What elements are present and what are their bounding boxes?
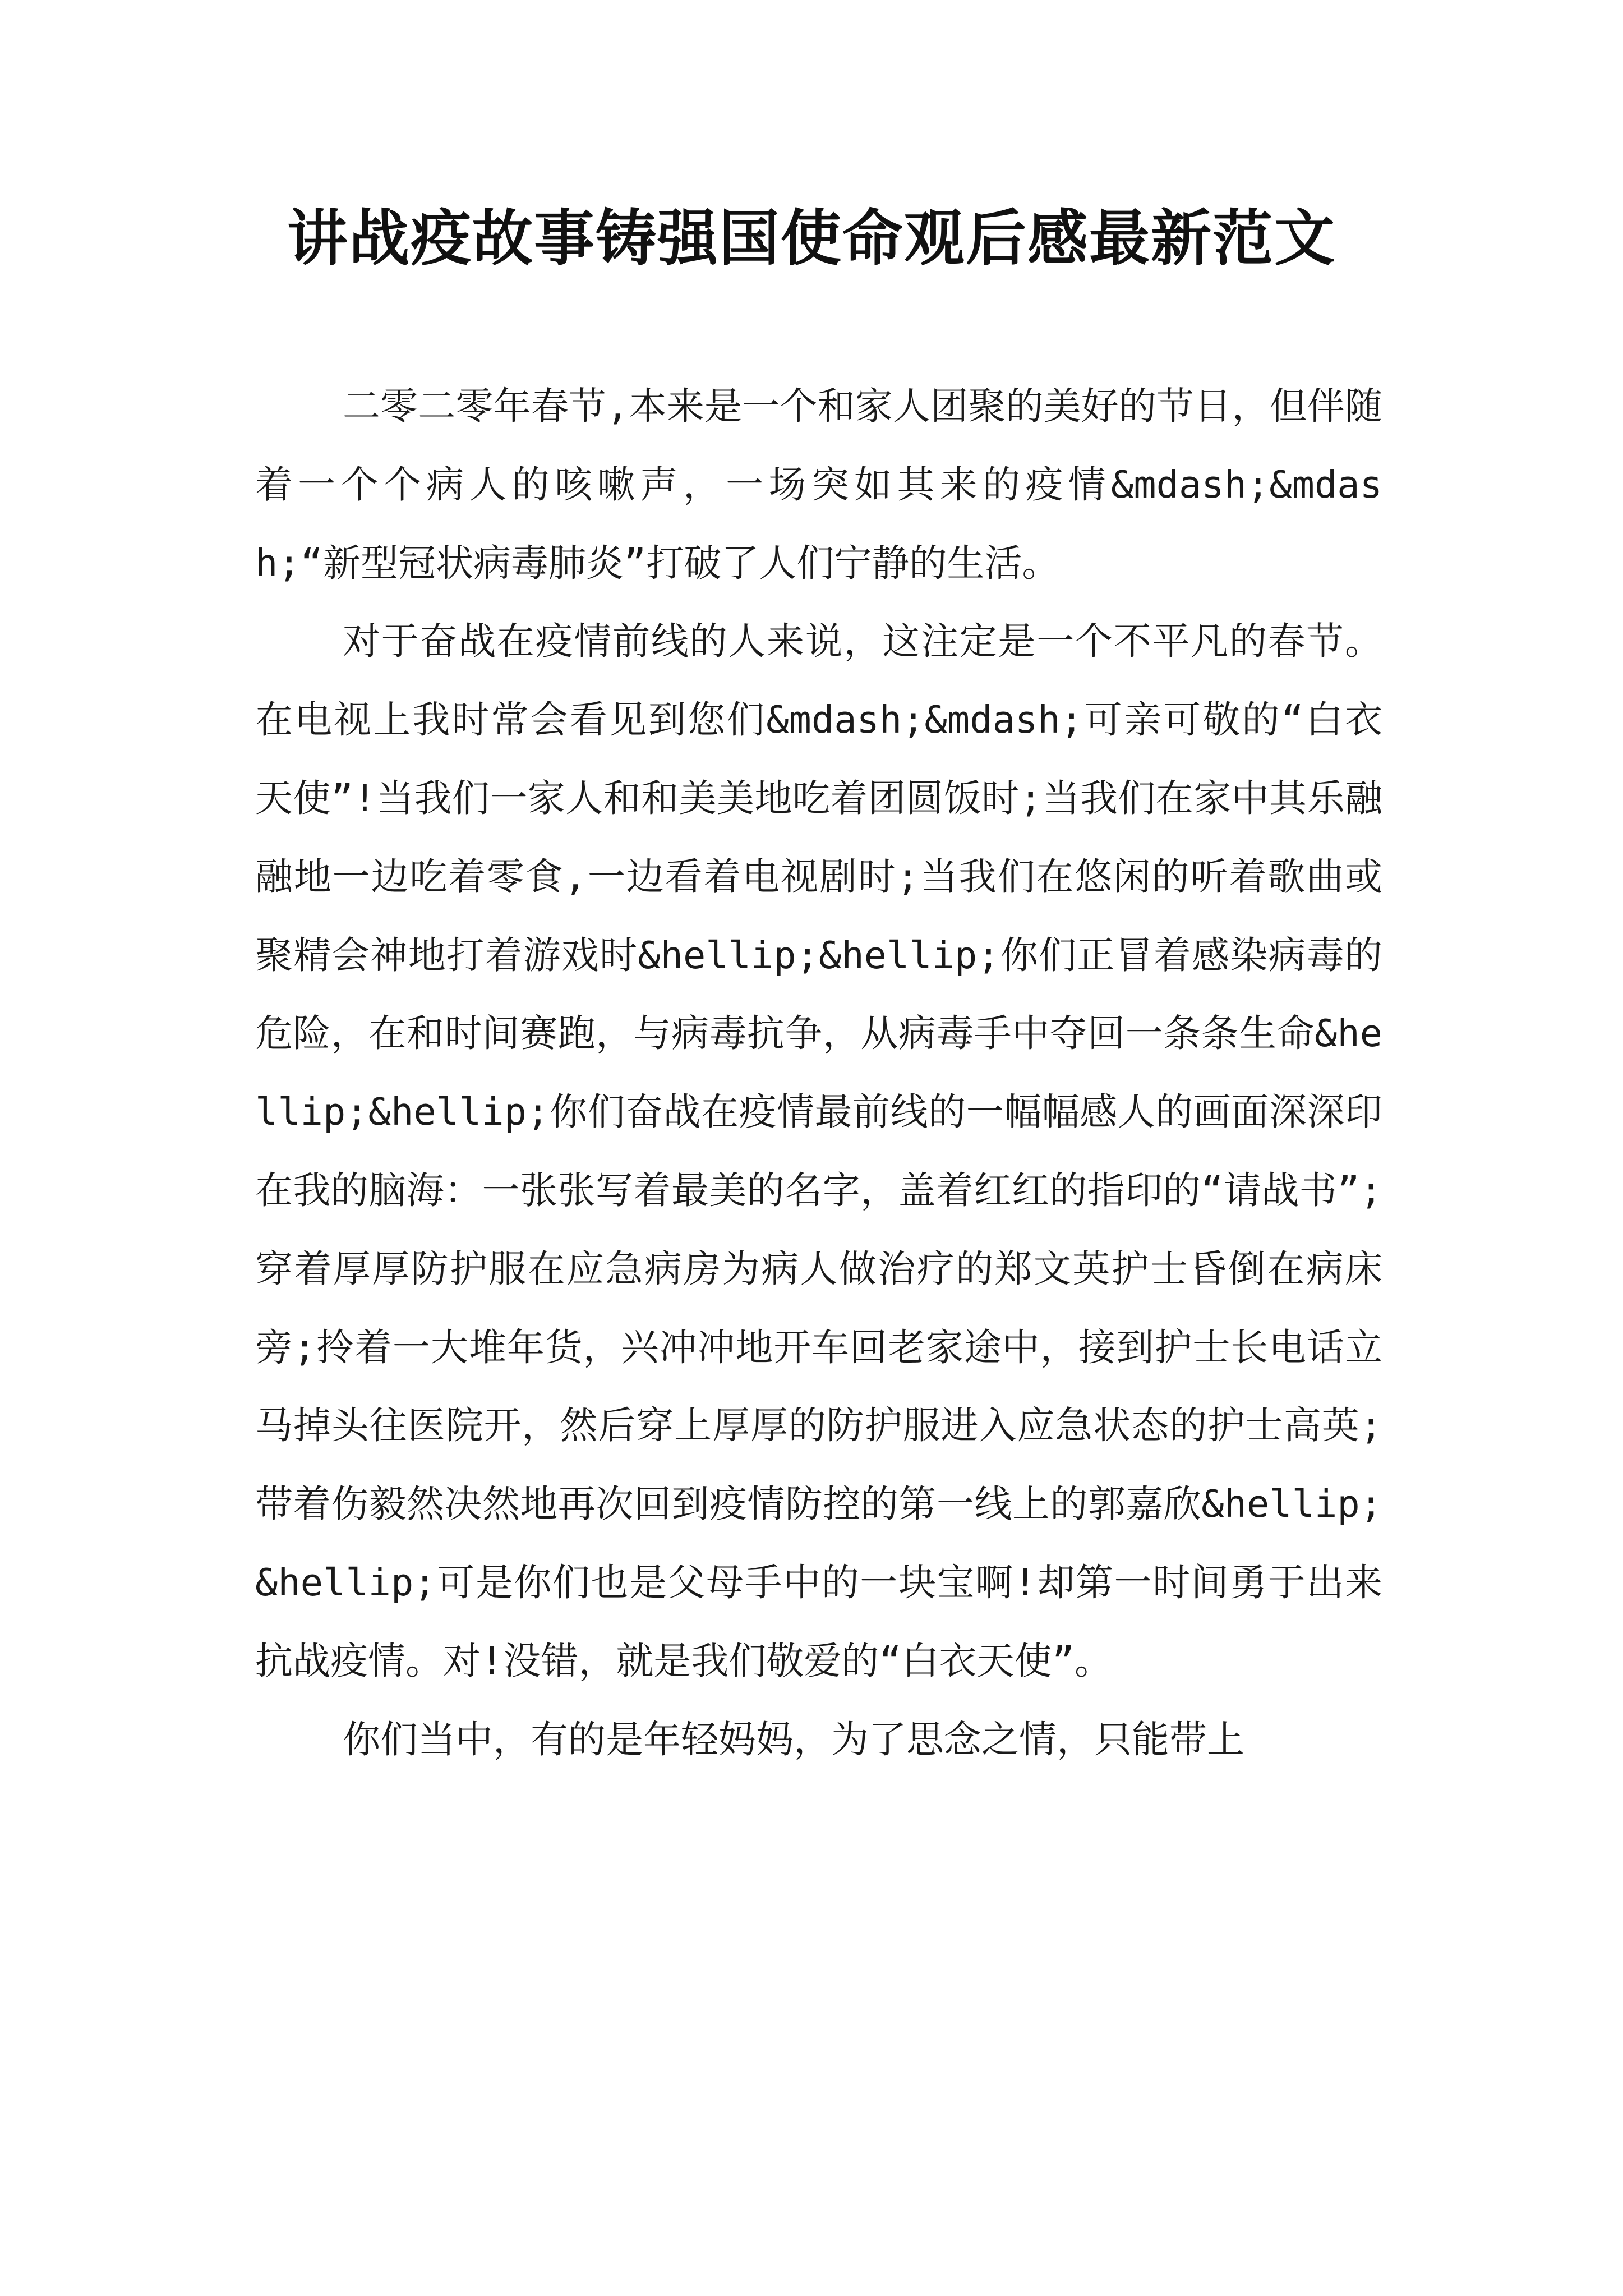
paragraph-1: 二零二零年春节,本来是一个和家人团聚的美好的节日，但伴随着一个个病人的咳嗽声，一场突如其来的疫情&mdash;&mdash;“新型冠状病毒肺炎”打破了人们宁静的生活。: [255, 384, 1382, 585]
document-body: [255, 367, 1382, 1779]
paragraph-3: 你们当中，有的是年轻妈妈，为了思念之情，只能带上: [343, 1717, 1244, 1761]
document-title: 讲战疫故事铸强国使命观后感最新范文: [287, 203, 1336, 274]
paragraph-2: 对于奋战在疫情前线的人来说，这注定是一个不平凡的春节。在电视上我时常会看见到您们&mdash;&mdash;可亲可敬的“白衣天使”!当我们一家人和和美美地吃着团圆饭时;当我们在家中其乐融融地一边吃着零食,一边看着电视剧时;当我们在悠闲的听着歌曲或聚精会神地打着游戏时&hellip;&hellip;你们正冒着感染病毒的危险，在和时间赛跑，与病毒抗争，从病毒手中夺回一条条生命&hellip;&hellip;你们奋战在疫情最前线的一幅幅感人的画面深深印在我的脑海：一张张写着最美的名字，盖着红红的指印的“请战书”;穿着厚厚防护服在应急病房为病人做治疗的郑文英护士昏倒在病床旁;拎着一大堆年货，兴冲冲地开车回老家途中，接到护士长电话立马掉头往医院开，然后穿上厚厚的防护服进入应急状态的护士高英;带着伤毅然决然地再次回到疫情防控的第一线上的郭嘉欣&hellip;&hellip;可是你们也是父母手中的一块宝啊!却第一时间勇于出来抗战疫情。对!没错，就是我们敬爱的“白衣天使”。: [255, 619, 1382, 1683]
